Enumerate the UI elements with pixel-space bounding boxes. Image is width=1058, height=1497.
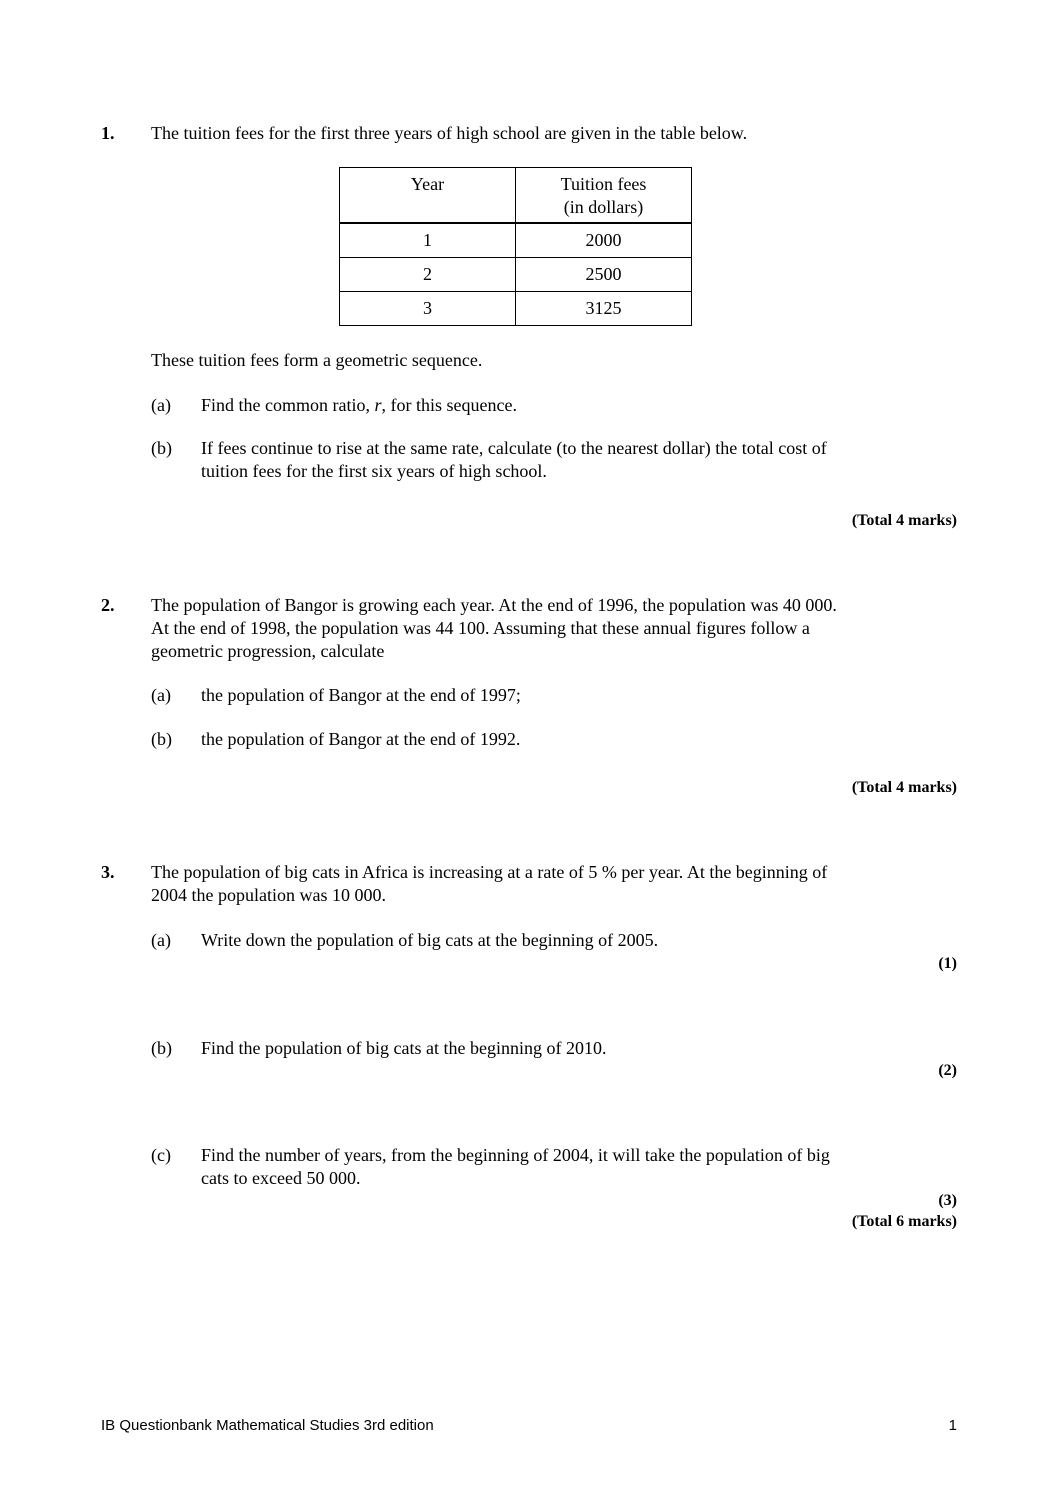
question-2-total-marks: (Total 4 marks) — [851, 779, 957, 796]
question-2-stem: The population of Bangor is growing each year. At the end of 1996, the population was 40 000. At the end of 1998, the population was 44 100. Assuming that these annual figures follow a geometric progression, calculate — [151, 595, 837, 661]
question-2-number: 2. — [101, 595, 115, 615]
question-1-total-marks: (Total 4 marks) — [851, 512, 957, 529]
question-1-number: 1. — [101, 123, 115, 143]
table-row — [340, 223, 692, 258]
variable-r: r — [374, 395, 382, 415]
question-3-part-b-text: Find the population of big cats at the beginning of 2010. — [201, 1038, 607, 1058]
question-1-part-b-label: (b) — [151, 438, 172, 458]
question-3-part-a-text: Write down the population of big cats at the beginning of 2005. — [201, 930, 659, 950]
question-3-part-c-label: (c) — [151, 1145, 171, 1165]
table-row — [340, 257, 692, 291]
table-header-fees: Tuition fees (in dollars) — [516, 168, 692, 223]
question-3-part-a-marks: (1) — [938, 955, 957, 972]
question-2-part-a-text: the population of Bangor at the end of 1997; — [201, 685, 521, 705]
table-cell-year: 3 — [340, 291, 516, 325]
tuition-fees-table — [339, 167, 692, 326]
table-cell-fee: 2000 — [516, 223, 692, 258]
question-1-part-b-text: If fees continue to rise at the same rate, calculate (to the nearest dollar) the total cost of tuition fees for the first six years of high school. — [201, 438, 827, 481]
table-cell-year: 1 — [340, 223, 516, 258]
question-3-number: 3. — [101, 862, 115, 882]
question-3-total-marks: (Total 6 marks) — [851, 1213, 957, 1230]
table-header-year: Year — [340, 168, 516, 223]
question-2-part-a-label: (a) — [151, 685, 171, 705]
question-3-part-b-label: (b) — [151, 1038, 172, 1058]
question-3-part-b-marks: (2) — [938, 1062, 957, 1079]
question-1-stem: The tuition fees for the first three years of high school are given in the table below. — [151, 123, 748, 143]
question-3-part-c-text: Find the number of years, from the beginning of 2004, it will take the population of big cats to exceed 50 000. — [201, 1145, 830, 1188]
question-1-note: These tuition fees form a geometric sequence. — [151, 350, 483, 370]
question-2-part-b-label: (b) — [151, 729, 172, 749]
question-1-part-a-label: (a) — [151, 395, 171, 415]
question-3-stem: The population of big cats in Africa is increasing at a rate of 5 % per year. At the beginning of 2004 the population was 10 000. — [151, 862, 828, 905]
table-cell-year: 2 — [340, 257, 516, 291]
question-3-part-c-marks: (3) — [938, 1192, 957, 1209]
page-number: 1 — [948, 1417, 957, 1434]
question-2-part-b-text: the population of Bangor at the end of 1992. — [201, 729, 521, 749]
table-header-row — [340, 168, 692, 223]
table-row — [340, 291, 692, 325]
footer-source: IB Questionbank Mathematical Studies 3rd edition — [101, 1417, 434, 1434]
part-a-text-after: , for this sequence. — [381, 395, 517, 415]
table-cell-fee: 3125 — [516, 291, 692, 325]
part-a-text-before: Find the common ratio, — [201, 395, 375, 415]
question-1-part-a-text — [201, 394, 901, 417]
question-3-part-a-label: (a) — [151, 930, 171, 950]
table-cell-fee: 2500 — [516, 257, 692, 291]
